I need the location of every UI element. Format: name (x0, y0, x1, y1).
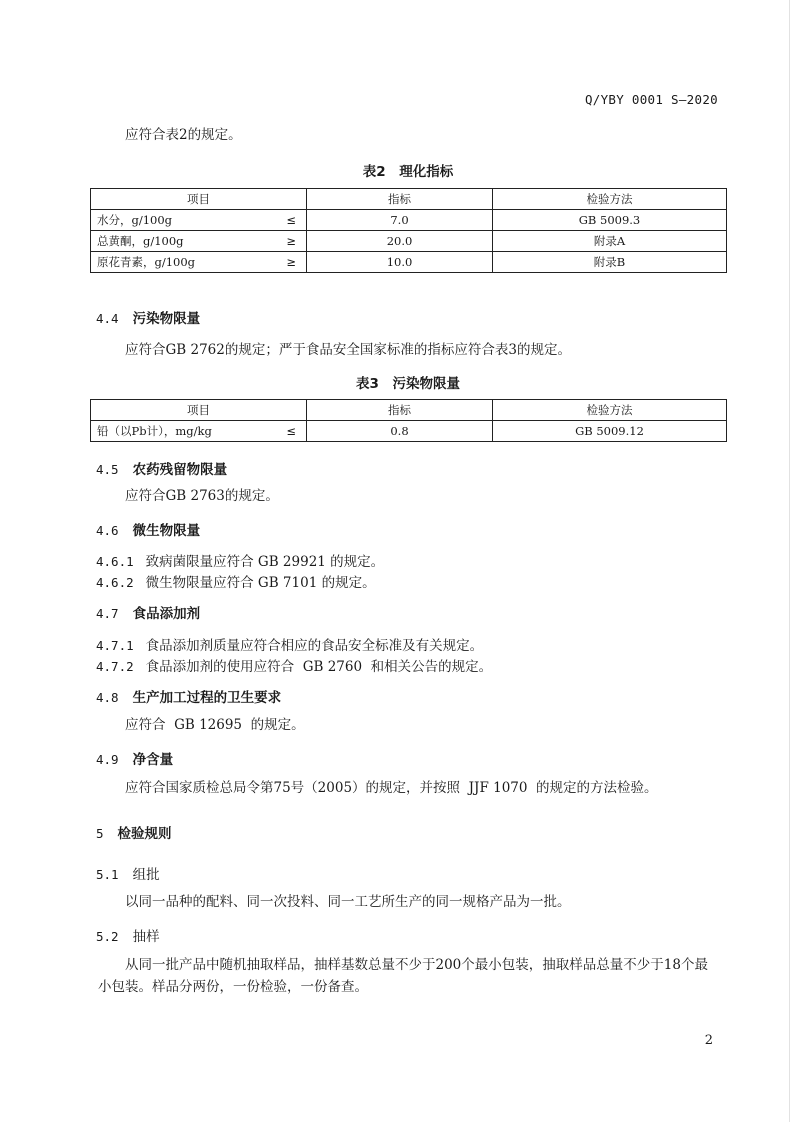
section-4-5-heading (96, 458, 227, 478)
section-number: 4.6 (96, 523, 119, 538)
section-number: 4.5 (96, 462, 119, 477)
section-number: 5.2 (96, 929, 119, 944)
section-4-6-heading (96, 519, 200, 539)
section-5-heading (96, 822, 172, 842)
section-number: 4.4 (96, 311, 119, 326)
section-5-2-text-line1: 从同一批产品中随机抽取样品，抽样基数总量不少于200个最小包装，抽取样品总量不少于18个最 (125, 957, 708, 973)
table2-header-value: 指标 (307, 189, 493, 210)
section-number: 5 (96, 826, 104, 841)
table-row (91, 252, 727, 273)
row-symbol: ≥ (286, 234, 296, 248)
table2-header-row (91, 189, 727, 210)
table2-header-item: 项目 (91, 189, 307, 210)
section-4-8-heading (96, 686, 281, 706)
item-4-7-1 (96, 634, 483, 654)
item-number: 4.7.2 (96, 659, 134, 674)
section-4-9-heading (96, 748, 173, 768)
table3-header-item: 项目 (91, 400, 307, 421)
section-4-5-text: 应符合GB 2763的规定。 (125, 488, 279, 504)
row-value: 0.8 (307, 421, 493, 442)
section-5-1-heading (96, 863, 160, 883)
item-text: 致病菌限量应符合 GB 29921 的规定。 (145, 554, 385, 570)
table3 (90, 399, 727, 442)
row-item: 铅（以Pb计），mg/kg (97, 424, 212, 438)
item-text: 微生物限量应符合 GB 7101 的规定。 (145, 575, 376, 591)
table3-caption: 表3 污染物限量 (356, 376, 460, 392)
section-title: 抽样 (132, 929, 160, 945)
section-number: 5.1 (96, 867, 119, 882)
table2 (90, 188, 727, 273)
row-symbol: ≥ (286, 255, 296, 269)
row-symbol: ≤ (286, 213, 296, 227)
section-title: 微生物限量 (132, 523, 201, 539)
section-title: 生产加工过程的卫生要求 (132, 690, 282, 706)
section-number: 4.9 (96, 752, 119, 767)
section-title: 食品添加剂 (132, 606, 201, 622)
item-text: 食品添加剂的使用应符合 GB 2760 和相关公告的规定。 (145, 659, 493, 675)
table-row (91, 421, 727, 442)
item-number: 4.7.1 (96, 638, 134, 653)
section-4-4-text: 应符合GB 2762的规定；严于食品安全国家标准的指标应符合表3的规定。 (125, 342, 571, 358)
row-value: 10.0 (307, 252, 493, 273)
intro-text: 应符合表2的规定。 (125, 127, 242, 143)
section-title: 组批 (132, 867, 160, 883)
row-item: 总黄酮，g/100g (97, 234, 184, 248)
section-title: 检验规则 (117, 826, 172, 842)
section-title: 污染物限量 (132, 311, 201, 327)
table3-header-row (91, 400, 727, 421)
table2-caption: 表2 理化指标 (362, 164, 454, 180)
row-method: GB 5009.12 (493, 421, 727, 442)
section-title: 净含量 (132, 752, 174, 768)
row-item: 水分，g/100g (97, 213, 173, 227)
item-text: 食品添加剂质量应符合相应的食品安全标准及有关规定。 (145, 638, 484, 654)
item-number: 4.6.2 (96, 575, 134, 590)
section-title: 农药残留物限量 (132, 462, 228, 478)
item-4-7-2 (96, 655, 492, 675)
section-5-1-text: 以同一品种的配料、同一次投料、同一工艺所生产的同一规格产品为一批。 (125, 894, 571, 910)
row-method: 附录B (493, 252, 727, 273)
item-4-6-1 (96, 550, 384, 570)
section-4-8-text: 应符合 GB 12695 的规定。 (125, 717, 305, 733)
row-value: 20.0 (307, 231, 493, 252)
page-number: 2 (704, 1033, 713, 1048)
row-symbol: ≤ (286, 424, 296, 438)
row-item: 原花青素，g/100g (97, 255, 196, 269)
table3-header-value: 指标 (307, 400, 493, 421)
table-row (91, 231, 727, 252)
row-value: 7.0 (307, 210, 493, 231)
section-4-9-text: 应符合国家质检总局令第75号（2005）的规定，并按照 JJF 1070 的规定的方法检验。 (125, 780, 658, 796)
section-5-2-heading (96, 925, 160, 945)
standard-code: Q/YBY 0001 S—2020 (584, 92, 718, 107)
section-5-2-text-line2: 小包装。样品分两份，一份检验，一份备查。 (98, 979, 368, 995)
table-row (91, 210, 727, 231)
section-4-7-heading (96, 602, 200, 622)
row-method: 附录A (493, 231, 727, 252)
table3-header-method: 检验方法 (493, 400, 727, 421)
row-method: GB 5009.3 (493, 210, 727, 231)
section-number: 4.8 (96, 690, 119, 705)
table2-header-method: 检验方法 (493, 189, 727, 210)
item-number: 4.6.1 (96, 554, 134, 569)
page-edge-line (789, 0, 790, 1122)
section-number: 4.7 (96, 606, 119, 621)
section-4-4-heading (96, 307, 200, 327)
item-4-6-2 (96, 571, 376, 591)
